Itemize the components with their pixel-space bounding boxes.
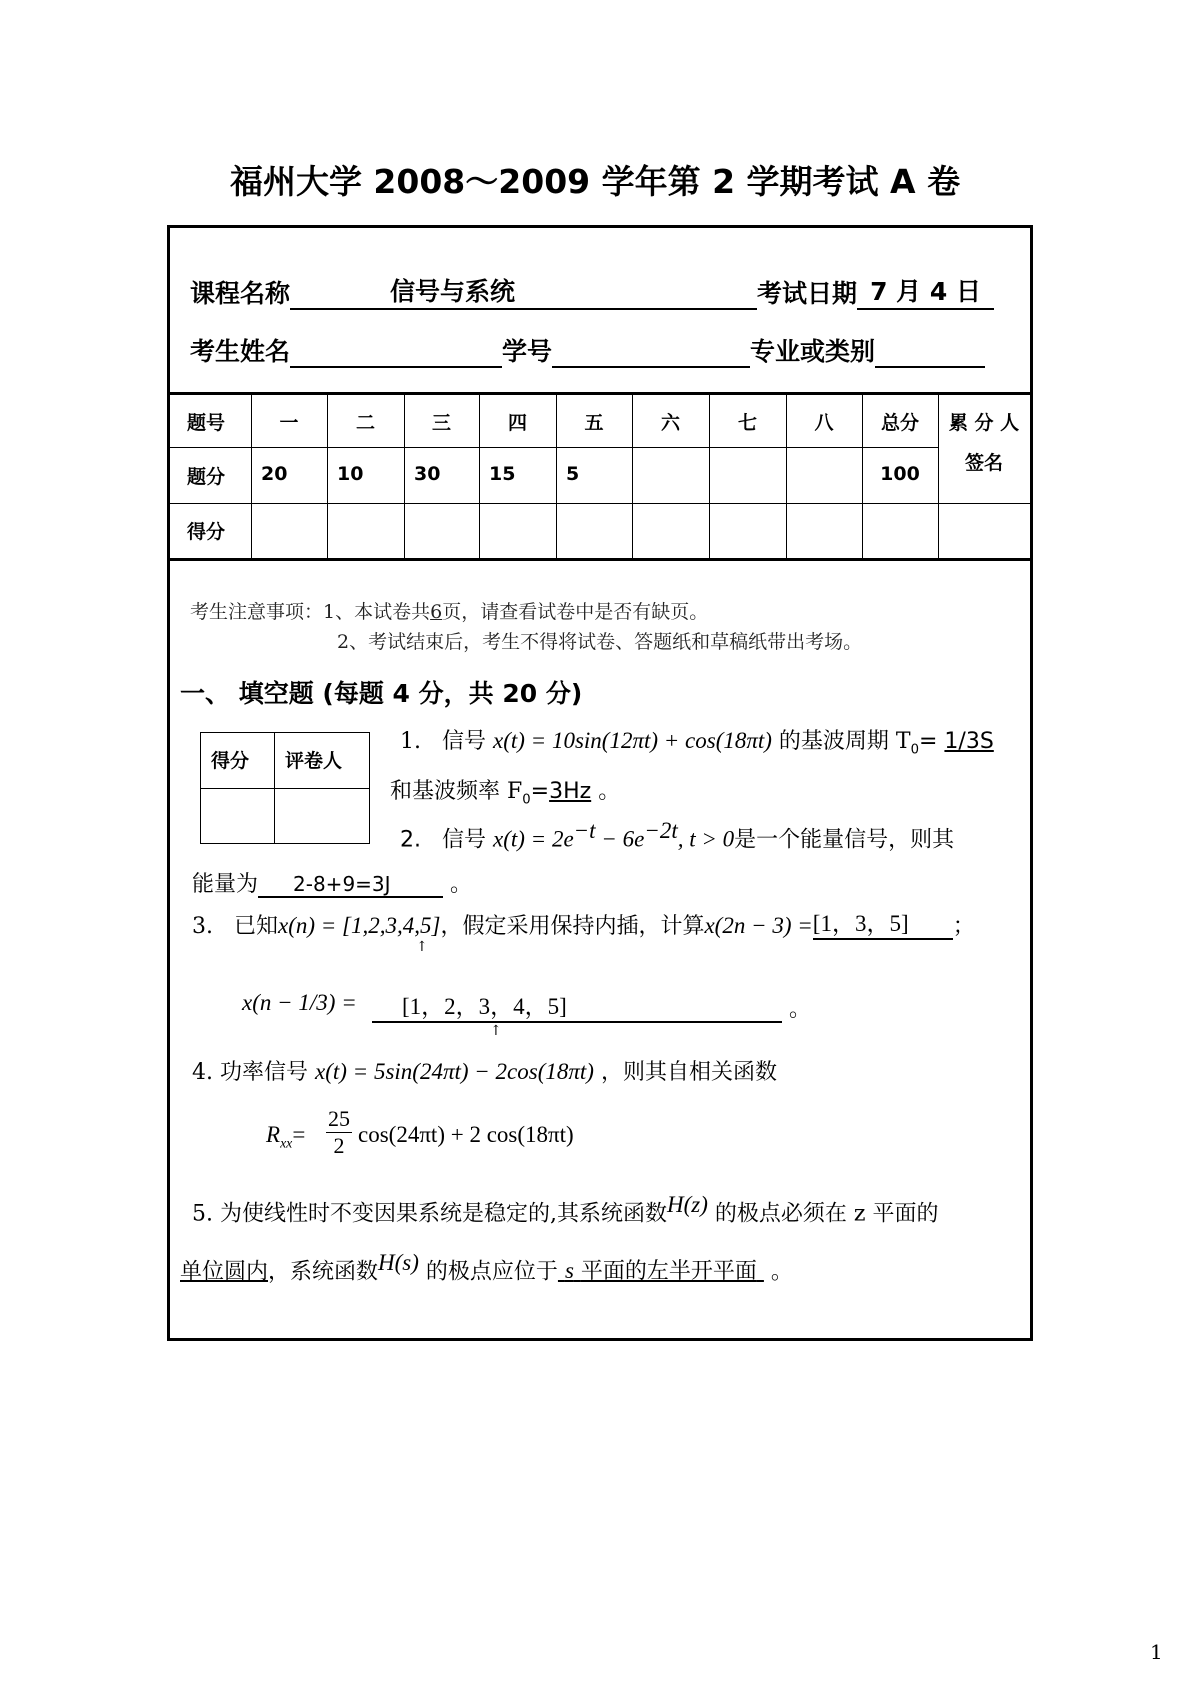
row-label-points: 题分 (187, 466, 226, 488)
col-header: 三 (431, 412, 451, 434)
points-value: 15 (489, 463, 516, 485)
arrow-up-icon: ↑ (490, 1023, 502, 1039)
notice-text: 考生注意事项：1、本试卷共 (190, 601, 431, 623)
grade-box-grader-label: 评卷人 (285, 750, 343, 772)
question-2b: 能量为 2-8+9=3J 。 (192, 872, 473, 897)
points-value: 30 (414, 463, 441, 485)
points-value: 5 (566, 463, 580, 485)
question-1b: 和基波频率 $F_0=3Hz$ 。 (390, 779, 621, 808)
signer-label: 签名 (964, 452, 1003, 474)
question-5: 5. 为使线性时不变因果系统是稳定的,其系统函数$^{H(z)}$ 的极点必须在 z 平面的 (192, 1192, 939, 1227)
col-header: 二 (355, 412, 375, 434)
notice-pages: 6 (430, 601, 443, 623)
question-3b: [1，2，3，4，5] 。 (372, 988, 811, 1023)
answer-q3-a: [1，3，5] (813, 905, 953, 940)
answer-q1-frequency: 3Hz (549, 779, 592, 804)
col-header: 八 (814, 412, 834, 434)
grade-box-score-label: 得分 (211, 750, 250, 772)
name-field[interactable] (290, 336, 502, 368)
divider (168, 447, 938, 448)
divider (168, 392, 1030, 395)
exam-title: 福州大学 2008～2009 学年第 2 学期考试 A 卷 (229, 162, 961, 201)
col-header: 五 (584, 412, 604, 434)
section-heading: 一、 填空题 (每题 4 分，共 20 分) (180, 679, 583, 708)
question-2: 2. 信号 $x(t) = 2e^{-t} - 6e^{-2t}$, t > 0是一个能量信号，则其 (400, 818, 955, 853)
id-field[interactable] (552, 336, 750, 368)
question-4: 4. 功率信号 x(t) = 5sin(24πt) − 2cos(18πt) ，则其自相关函数 (192, 1059, 777, 1085)
page-number: 1 (1150, 1640, 1163, 1664)
date-value: 7 月 4 日 (857, 272, 994, 310)
points-value: 20 (261, 463, 288, 485)
points-total: 100 (880, 463, 920, 485)
row-label-question: 题号 (187, 412, 226, 434)
answer-q2-energy: 2-8+9=3J (258, 872, 443, 898)
course-label: 课程名称 (190, 279, 291, 308)
col-header: 六 (660, 412, 680, 434)
col-header: 一 (279, 412, 299, 434)
answer-q5-left-half-plane: 平面的左半开平面 (580, 1259, 757, 1285)
notice-line-2: 2、考试结束后，考生不得将试卷、答题纸和草稿纸带出考场。 (337, 631, 863, 653)
name-label: 考生姓名 (190, 337, 291, 366)
q3b-formula: x(n − 1/3) = (242, 990, 357, 1015)
course-field (290, 272, 757, 310)
fraction-25-2: 25 2 (328, 1106, 350, 1158)
id-label: 学号 (502, 337, 553, 366)
course-row (190, 272, 994, 310)
col-header: 四 (507, 412, 527, 434)
notice-line-1 (190, 597, 708, 624)
row-label-score: 得分 (187, 521, 226, 543)
col-header: 七 (737, 412, 757, 434)
answer-q5-unit-circle: 单位圆内 (180, 1259, 269, 1285)
major-field[interactable] (875, 336, 985, 368)
answer-q3-b: [1，2，3，4，5] (372, 988, 782, 1023)
question-5b: 单位圆内，系统函数$^{H(s)}$ 的极点应位于 s 平面的左半开平面 。 (180, 1250, 793, 1285)
answer-q1-period: 1/3S (944, 729, 994, 754)
answer-q4-autocorrelation: cos(24πt) + 2 cos(18πt) (358, 1122, 574, 1147)
question-3: 3. 已知x(n) = [1,2,3,4,5]，假定采用保持内插，计算x(2n − 3) =[1，3，5] ； (192, 905, 975, 940)
date-label: 考试日期 (757, 279, 858, 308)
question-1: 1. 信号 x(t) = 10sin(12πt) + cos(18πt) 的基波周期 $T_0= 1/3S$ (400, 728, 994, 758)
student-row (190, 332, 985, 368)
grade-box-divider (200, 788, 369, 789)
col-header-total: 总分 (880, 412, 919, 434)
points-value: 10 (337, 463, 364, 485)
rxx-label: $R_{xx}=$ (266, 1122, 306, 1151)
course-value: 信号与系统 (390, 277, 516, 306)
notice-text: 页，请查看试卷中是否有缺页。 (442, 601, 709, 623)
divider (168, 503, 1030, 504)
arrow-up-icon: ↑ (416, 939, 428, 955)
divider (168, 558, 1030, 561)
major-label: 专业或类别 (750, 337, 876, 366)
signer-label: 累 分 人 (948, 412, 1020, 434)
